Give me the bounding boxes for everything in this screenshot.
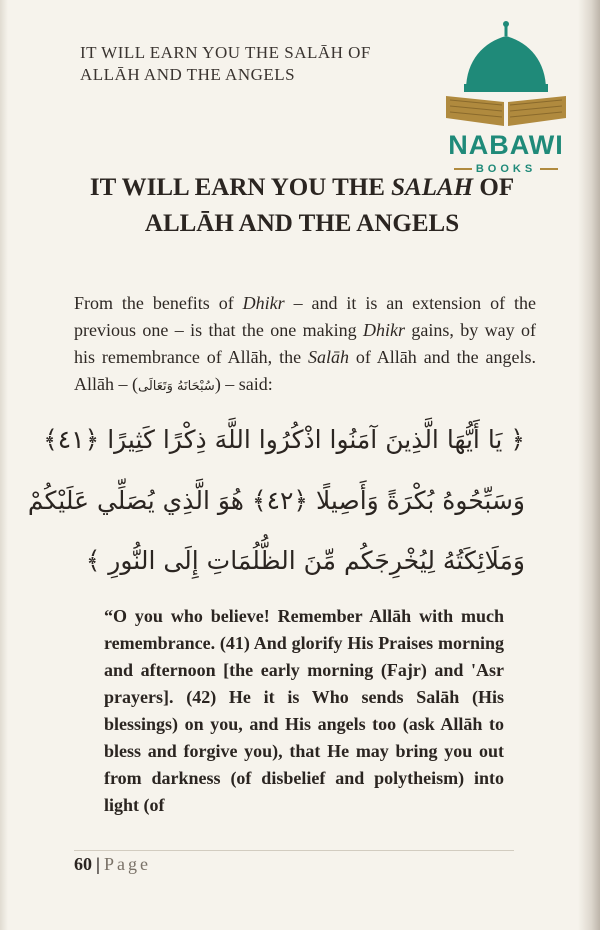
running-head-line-2: ALLĀH AND THE ANGELS (80, 65, 296, 84)
paragraph-text: of Allāh and the angels. Allāh – ( (74, 347, 536, 394)
quran-verse-line-2: وَسَبِّحُوهُ بُكْرَةً وَأَصِيلًا ﴿٤٢﴾ هُوَ الَّذِي يُصَلِّي عَلَيْكُمْ (27, 486, 525, 515)
page-label: Page (103, 854, 151, 874)
paragraph-italic-term: Salāh (307, 347, 349, 367)
logo-wordmark: NABAWI (448, 130, 564, 160)
running-head-line-1: IT WILL EARN YOU THE SALĀH OF (80, 43, 371, 62)
chapter-title-text-1: IT WILL EARN YOU THE (89, 174, 392, 201)
quran-verse-line-1: ﴿ يَا أَيُّهَا الَّذِينَ آمَنُوا اذْكُرُوا اللَّهَ ذِكْرًا كَثِيرًا ﴿٤١﴾ (43, 425, 525, 454)
page-number: 60 (74, 854, 92, 874)
body-paragraph (74, 290, 536, 400)
paragraph-italic-term: Dhikr (242, 293, 285, 313)
publisher-logo (440, 18, 572, 175)
paragraph-text: gains, by way of his remembrance of Allāh, the (74, 320, 536, 367)
page-edge-shadow (578, 0, 600, 930)
arabic-honorific: سُبْحَانَهُ وَتَعَالَى (137, 379, 215, 394)
paragraph-text: – and it is an extension of the previous one – is that the one making (74, 293, 536, 340)
page-footer (74, 854, 151, 875)
footer-divider (74, 850, 514, 851)
chapter-title-italic: SALAH (391, 174, 474, 201)
paragraph-text: ) – said: (214, 374, 273, 394)
paragraph-italic-term: Dhikr (363, 320, 405, 340)
chapter-title-line-2: ALLĀH AND THE ANGELS (144, 210, 460, 237)
chapter-title (60, 170, 544, 242)
running-head (80, 42, 440, 86)
footer-separator: | (96, 854, 100, 874)
mosque-book-icon (440, 18, 572, 128)
verse-translation: “O you who believe! Remember Allāh with much remembrance. (41) And glorify His Praises morning and afternoon [the early morning (Fajr) and 'Asr prayers]. (42) He it is Who sends Salāh (His blessings) on you, and His angels too (ask Allāh to bless and forgive you), that He may bring you out from darkness (of disbelief and polytheism) into light (of (104, 606, 504, 815)
quran-verse-line-3: وَمَلَائِكَتُهُ لِيُخْرِجَكُم مِّنَ الظُّلُمَاتِ إِلَى النُّورِ ﴾ (85, 546, 525, 575)
logo-subtitle-text: BOOKS (475, 163, 537, 175)
page-gutter-shadow (0, 0, 8, 930)
paragraph-text: From the benefits of (74, 293, 243, 313)
chapter-title-line-1 (60, 170, 544, 206)
chapter-title-text-2: OF (473, 174, 515, 201)
